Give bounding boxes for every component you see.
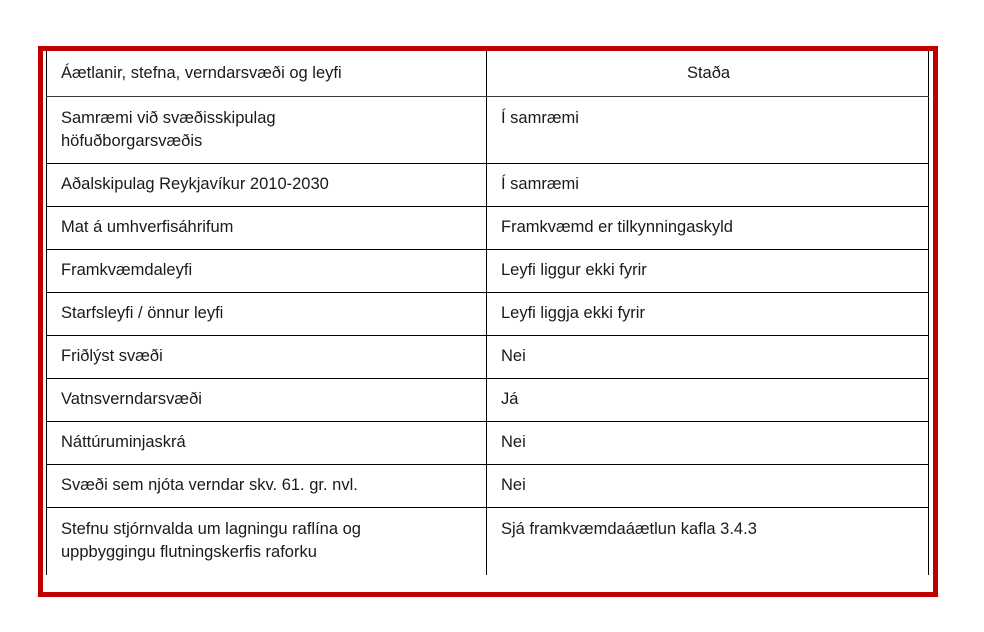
cell-topic bbox=[47, 96, 487, 164]
cell-topic-line: Svæði sem njóta verndar skv. 61. gr. nvl. bbox=[61, 476, 358, 495]
cell-topic-line: Samræmi við svæðisskipulag bbox=[61, 108, 276, 127]
cell-topic bbox=[47, 508, 487, 575]
table-inner-wrap bbox=[43, 51, 933, 592]
table-row bbox=[47, 207, 929, 250]
table-row bbox=[47, 465, 929, 508]
cell-status: Nei bbox=[487, 336, 929, 379]
cell-topic bbox=[47, 250, 487, 293]
table-row bbox=[47, 293, 929, 336]
table-row bbox=[47, 422, 929, 465]
table-row bbox=[47, 164, 929, 207]
cell-status: Leyfi liggur ekki fyrir bbox=[487, 250, 929, 293]
table-row bbox=[47, 508, 929, 575]
table-row bbox=[47, 96, 929, 164]
table-header-row bbox=[47, 51, 929, 96]
column-header-topic: Áætlanir, stefna, verndarsvæði og leyfi bbox=[47, 51, 487, 96]
cell-topic-line: Náttúruminjaskrá bbox=[61, 433, 186, 452]
cell-topic bbox=[47, 379, 487, 422]
cell-topic bbox=[47, 207, 487, 250]
cell-status: Leyfi liggja ekki fyrir bbox=[487, 293, 929, 336]
table-header bbox=[47, 51, 929, 96]
cell-topic-line: höfuðborgarsvæðis bbox=[61, 131, 203, 150]
cell-topic-line: Starfsleyfi / önnur leyfi bbox=[61, 304, 224, 323]
cell-topic-line: Framkvæmdaleyfi bbox=[61, 261, 193, 280]
cell-status: Í samræmi bbox=[487, 96, 929, 164]
table-row bbox=[47, 379, 929, 422]
cell-topic-line: Aðalskipulag Reykjavíkur 2010-2030 bbox=[61, 175, 329, 194]
cell-topic-line: uppbyggingu flutningskerfis raforku bbox=[61, 543, 317, 562]
cell-status: Já bbox=[487, 379, 929, 422]
table-body bbox=[47, 96, 929, 575]
column-header-status: Staða bbox=[487, 51, 929, 96]
cell-status: Sjá framkvæmdaáætlun kafla 3.4.3 bbox=[487, 508, 929, 575]
cell-topic bbox=[47, 465, 487, 508]
cell-status: Nei bbox=[487, 465, 929, 508]
cell-topic bbox=[47, 336, 487, 379]
table-row bbox=[47, 250, 929, 293]
cell-topic bbox=[47, 422, 487, 465]
cell-topic bbox=[47, 164, 487, 207]
table-red-frame bbox=[38, 46, 938, 597]
cell-status: Nei bbox=[487, 422, 929, 465]
cell-topic bbox=[47, 293, 487, 336]
cell-status: Framkvæmd er tilkynningaskyld bbox=[487, 207, 929, 250]
cell-topic-line: Vatnsverndarsvæði bbox=[61, 390, 202, 409]
cell-topic-line: Stefnu stjórnvalda um lagningu raflína og bbox=[61, 520, 361, 539]
cell-topic-line: Friðlýst svæði bbox=[61, 347, 163, 366]
cell-status: Í samræmi bbox=[487, 164, 929, 207]
table-row bbox=[47, 336, 929, 379]
status-table bbox=[46, 51, 929, 575]
cell-topic-line: Mat á umhverfisáhrifum bbox=[61, 218, 234, 237]
